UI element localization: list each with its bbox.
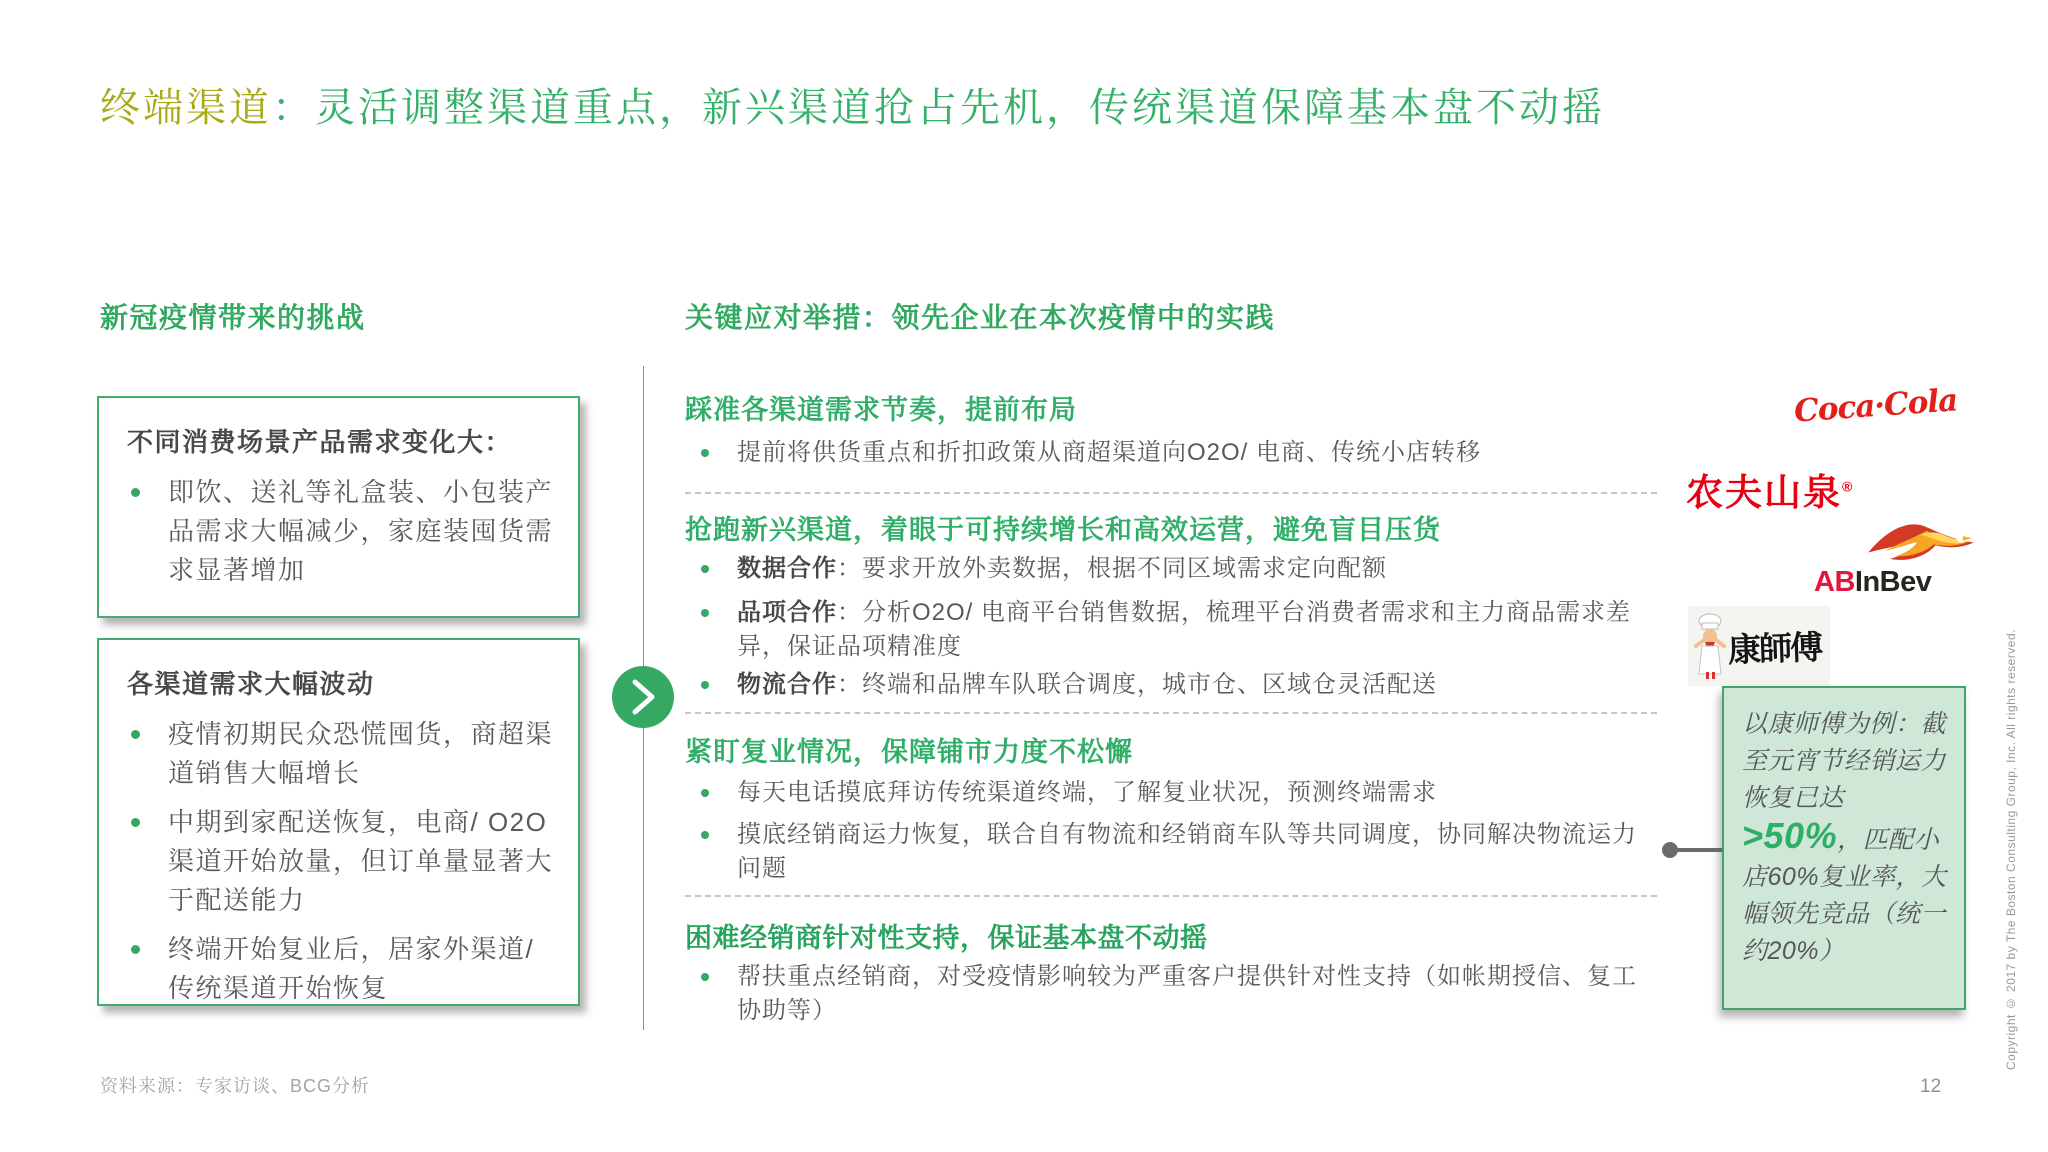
dashed-separator (685, 492, 1657, 494)
page-title (100, 76, 1605, 133)
callout-text (1742, 706, 1952, 970)
bullet-body: 提前将供货重点和折扣政策从商超渠道向O2O/ 电商、传统小店转移 (737, 439, 1482, 466)
box-title: 各渠道需求大幅波动 (127, 669, 375, 699)
bullet-text (737, 668, 1652, 702)
list-item (701, 436, 1661, 470)
bullet-text (737, 596, 1652, 664)
callout-post: ，匹配小店60%复业率，大幅领先竞品（统一约20%） (1742, 826, 1947, 965)
page-number: 12 (1920, 1076, 1942, 1097)
bullet-text (737, 436, 1652, 470)
bullet-icon (701, 789, 709, 797)
master-kong-example-callout (1722, 686, 1966, 1010)
list-item (701, 818, 1661, 886)
bullet-icon (701, 609, 709, 617)
nongfu-text: 农夫山泉 (1686, 472, 1842, 513)
list-item (127, 473, 558, 590)
master-kong-logo (1688, 606, 1830, 686)
bullet-icon (701, 681, 709, 689)
challenge-box-demand-fluctuation (97, 638, 580, 1006)
master-kong-wordmark: 康師傅 (1727, 626, 1822, 670)
list-item (127, 803, 558, 920)
bullet-text (737, 552, 1652, 586)
source-note: 资料来源：专家访谈、BCG分析 (100, 1076, 371, 1096)
section-heading-new-channels: 抢跑新兴渠道，着眼于可持续增长和高效运营，避免盲目压货 (685, 515, 1441, 545)
bullet-body: 摸底经销商运力恢复，联合自有物流和经销商车队等共同调度，协同解决物流运力问题 (737, 821, 1637, 882)
bullet-body: ：要求开放外卖数据，根据不同区域需求定向配额 (837, 555, 1387, 582)
abinbev-inbev: InBev (1854, 566, 1932, 598)
abinbev-wordmark (1814, 566, 1931, 599)
bullet-icon (701, 973, 709, 981)
box-title: 不同消费场景产品需求变化大： (127, 427, 513, 457)
bullet-icon (131, 488, 140, 497)
list-item (701, 552, 1661, 586)
bullet-text (737, 960, 1652, 1028)
bullet-lead: 物流合作 (737, 671, 837, 698)
section-heading-distributor-support: 困难经销商针对性支持，保证基本盘不动摇 (685, 923, 1208, 953)
dashed-separator (685, 712, 1657, 714)
callout-pre: 以康师傅为例：截至元宵节经销运力恢复已达 (1742, 710, 1947, 812)
bullet-text: 疫情初期民众恐慌囤货，商超渠道销售大幅增长 (168, 719, 554, 788)
title-message: ：灵活调整渠道重点，新兴渠道抢占先机，传统渠道保障基本盘不动摇 (272, 86, 1605, 130)
bullet-body: ：终端和品牌车队联合调度，城市仓、区域仓灵活配送 (837, 671, 1437, 698)
section-heading-demand-rhythm: 踩准各渠道需求节奏，提前布局 (685, 395, 1077, 425)
chevron-right-icon (612, 666, 674, 728)
list-item (701, 596, 1661, 664)
list-item (127, 930, 558, 1008)
bullet-text: 即饮、送礼等礼盒装、小包装产品需求大幅减少，家庭装囤货需求显著增加 (168, 477, 554, 585)
bullet-text: 终端开始复业后，居家外渠道/ 传统渠道开始恢复 (168, 934, 535, 1003)
dashed-separator (685, 895, 1657, 897)
bullet-body: ：分析O2O/ 电商平台销售数据，梳理平台消费者需求和主力商品需求差异，保证品项精准度 (737, 599, 1632, 660)
bullet-text: 中期到家配送恢复，电商/ O2O渠道开始放量，但订单量显著大于配送能力 (168, 807, 554, 915)
abinbev-logo (1808, 518, 1976, 602)
list-item (701, 960, 1661, 1028)
bullet-icon (701, 831, 709, 839)
bullet-icon (131, 945, 140, 954)
copyright-vertical-text: Copyright © 2017 by The Boston Consulting Group, Inc. All rights reserved. (2004, 629, 2018, 1070)
bullet-icon (131, 730, 140, 739)
callout-highlight: >50% (1742, 815, 1838, 856)
bullet-lead: 数据合作 (737, 555, 837, 582)
nongfu-spring-logo (1686, 462, 1854, 516)
eagle-icon (1866, 518, 1976, 568)
list-item (701, 668, 1661, 702)
chef-icon (1692, 612, 1728, 680)
challenge-box-demand-change (97, 396, 580, 618)
coca-cola-logo: Coca·Cola (1792, 382, 1959, 430)
bullet-icon (701, 449, 709, 457)
left-column-header: 新冠疫情带来的挑战 (100, 302, 366, 333)
bullet-body: 每天电话摸底拜访传统渠道终端，了解复业状况，预测终端需求 (737, 779, 1437, 806)
bullet-body: 帮扶重点经销商，对受疫情影响较为严重客户提供针对性支持（如帐期授信、复工协助等） (737, 963, 1637, 1024)
abinbev-ab: AB (1814, 566, 1855, 598)
title-topic: 终端渠道 (100, 86, 272, 130)
bullet-text (737, 818, 1652, 886)
bullet-text (737, 776, 1652, 810)
registered-mark: ® (1842, 478, 1855, 495)
list-item (127, 715, 558, 793)
section-heading-reopening: 紧盯复业情况，保障铺市力度不松懈 (685, 737, 1133, 767)
bullet-lead: 品项合作 (737, 599, 837, 626)
chevron-right-glyph (628, 679, 658, 715)
bullet-icon (131, 818, 140, 827)
bullet-icon (701, 565, 709, 573)
right-column-header: 关键应对举措：领先企业在本次疫情中的实践 (685, 302, 1276, 333)
list-item (701, 776, 1661, 810)
